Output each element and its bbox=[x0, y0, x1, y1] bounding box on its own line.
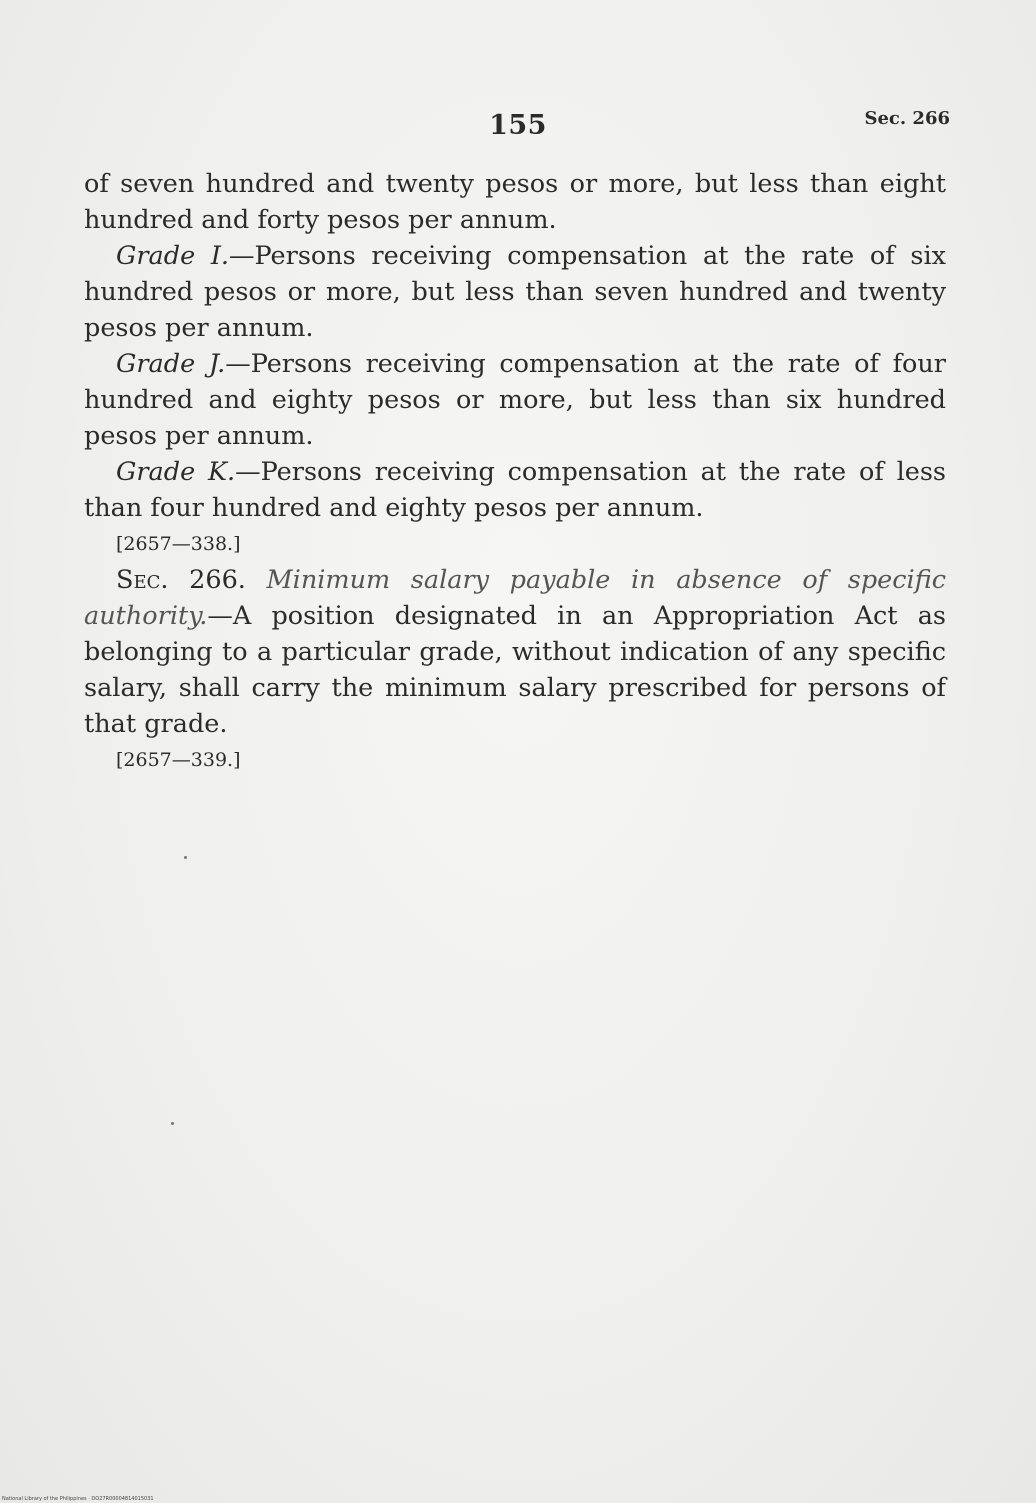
section-dash: — bbox=[207, 601, 233, 631]
library-footer: National Library of the Philippines · DO27R00004814015031 bbox=[2, 1496, 154, 1502]
grade-i-text: Persons receiving compensation at the rate of six hundred pesos or more, but less than seven hundred and twenty pesos per annum. bbox=[84, 241, 946, 343]
page-number: 155 bbox=[489, 110, 547, 141]
section-266-paragraph bbox=[84, 562, 946, 742]
citation-339: [2657—339.] bbox=[116, 749, 241, 771]
paper-speck bbox=[184, 856, 187, 859]
grade-j-dash: — bbox=[225, 349, 251, 379]
running-head: Sec. 266 bbox=[864, 108, 950, 129]
continuation-paragraph: of seven hundred and twenty pesos or more, but less than eight hundred and forty pesos per annum. bbox=[84, 169, 946, 235]
grade-j-paragraph bbox=[84, 346, 946, 454]
section-text: A position designated in an Appropriation Act as belonging to a particular grade, without indication of any specific salary, shall carry the minimum salary prescribed for persons of that grade. bbox=[84, 601, 946, 739]
grade-i-dash: — bbox=[229, 241, 255, 271]
body-text bbox=[84, 166, 946, 778]
grade-k-label: Grade K. bbox=[116, 457, 236, 487]
grade-i-label: Grade I. bbox=[116, 241, 230, 271]
grade-j-label: Grade J. bbox=[116, 349, 226, 379]
section-label: Sec. 266. bbox=[116, 565, 246, 595]
grade-i-paragraph bbox=[84, 238, 946, 346]
citation-338: [2657—338.] bbox=[116, 533, 241, 555]
grade-k-text: Persons receiving compensation at the rate of less than four hundred and eighty pesos per annum. bbox=[84, 457, 946, 523]
section-heading: Minimum salary payable in absence of specific authority. bbox=[84, 565, 947, 631]
grade-k-dash: — bbox=[235, 457, 261, 487]
paper-speck bbox=[171, 1122, 174, 1125]
grade-j-text: Persons receiving compensation at the rate of four hundred and eighty pesos or more, but less than six hundred pesos per annum. bbox=[84, 349, 946, 451]
grade-k-paragraph bbox=[84, 454, 946, 526]
